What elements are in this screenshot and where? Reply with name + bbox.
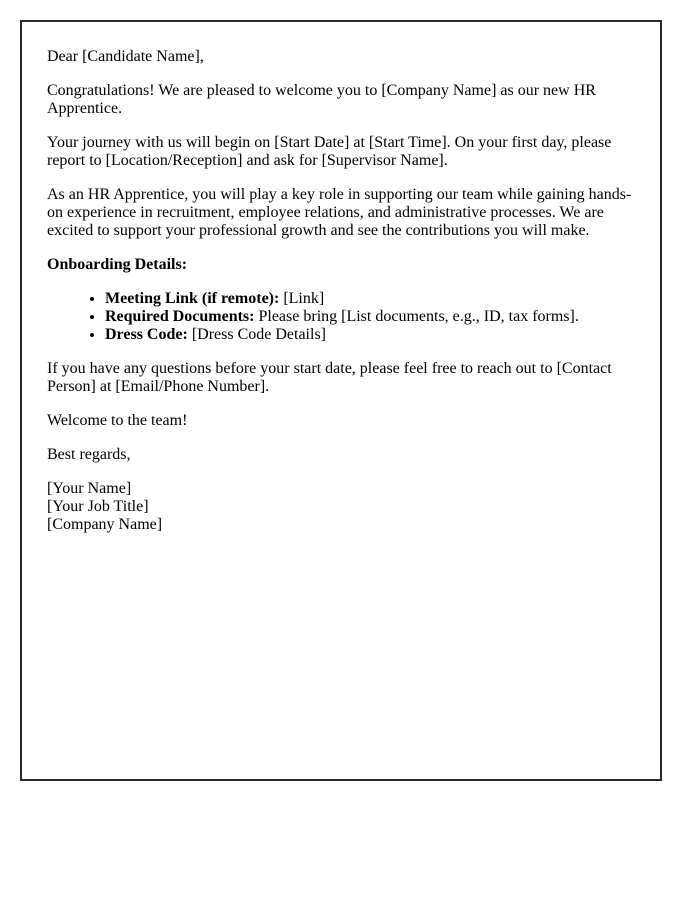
onboarding-details-heading: Onboarding Details: (47, 256, 188, 273)
intro-paragraph: Congratulations! We are pleased to welcome you to [Company Name] as our new HR Apprentice. (47, 82, 596, 117)
letter-page (20, 20, 662, 781)
dress-code-value: [Dress Code Details] (191, 326, 326, 343)
signature-block (47, 480, 635, 534)
welcome-line: Welcome to the team! (47, 412, 188, 429)
questions-paragraph: If you have any questions before your start date, please feel free to reach out to [Contact Person] at [Email/Phone Number]. (47, 360, 612, 395)
role-description-paragraph: As an HR Apprentice, you will play a key role in supporting our team while gaining hands-on experience in recruitment, employee relations, and administrative processes. We are excited to support your professional growth and see the contributions you will make. (47, 186, 632, 239)
list-item-meeting-link (105, 290, 635, 308)
list-item-required-documents (105, 308, 635, 326)
salutation: Dear [Candidate Name], (47, 48, 204, 65)
list-item-dress-code (105, 326, 635, 344)
onboarding-details-list (47, 290, 635, 344)
required-documents-value: Please bring [List documents, e.g., ID, tax forms]. (258, 308, 579, 325)
start-details-paragraph: Your journey with us will begin on [Start Date] at [Start Time]. On your first day, please report to [Location/Reception] and ask for [Supervisor Name]. (47, 134, 612, 169)
required-documents-label: Required Documents: (105, 308, 255, 325)
meeting-link-label: Meeting Link (if remote): (105, 290, 280, 307)
dress-code-label: Dress Code: (105, 326, 188, 343)
closing-line: Best regards, (47, 446, 131, 463)
signature-name: [Your Name] (47, 480, 132, 497)
signature-company-name: [Company Name] (47, 516, 163, 533)
signature-job-title: [Your Job Title] (47, 498, 149, 515)
meeting-link-value: [Link] (283, 290, 325, 307)
